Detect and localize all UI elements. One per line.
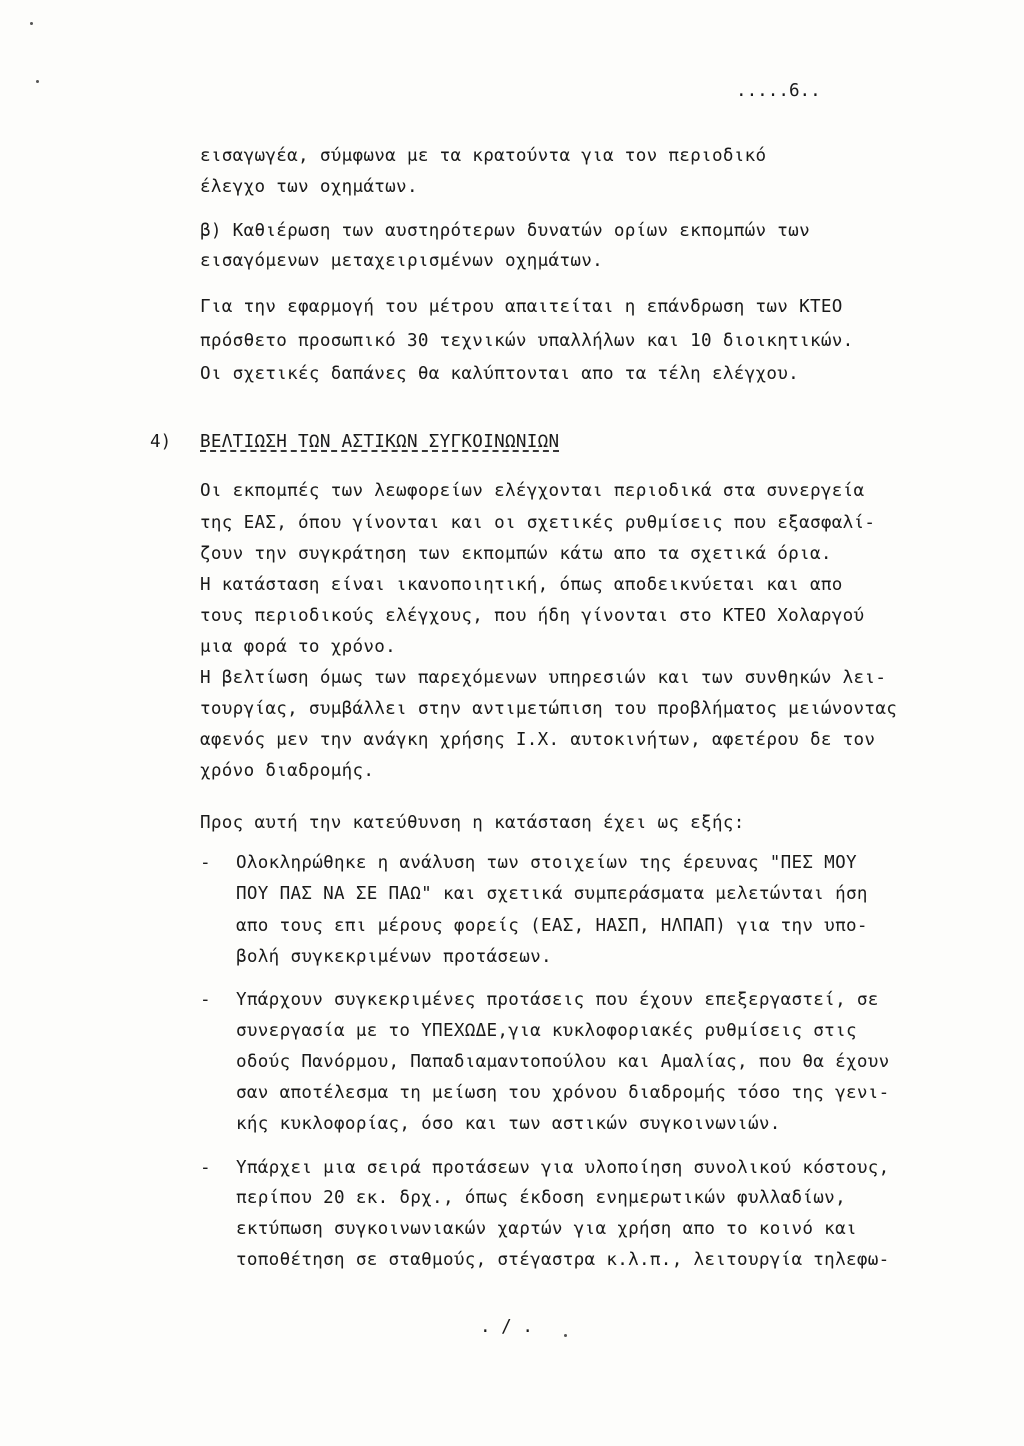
- emissions-line-3: ζουν την συγκράτηση των εκπομπών κάτω απο τα σχετικά όρια.: [200, 544, 832, 564]
- kteo-line-1: Για την εφαρμογή του μέτρου απαιτείται η επάνδρωση των ΚΤΕΟ: [200, 297, 843, 317]
- emissions-line-10: χρόνο διαδρομής.: [200, 761, 375, 781]
- continuation-mark: . / .: [480, 1317, 533, 1337]
- emissions-line-9: αφενός μεν την ανάγκη χρήσης Ι.Χ. αυτοκινήτων, αφετέρου δε τον: [200, 730, 876, 750]
- bullet-2-line-2: συνεργασία με το ΥΠΕΧΩΔΕ,για κυκλοφοριακές ρυθμίσεις στις: [236, 1021, 857, 1041]
- intro-line-2: έλεγχο των οχημάτων.: [200, 177, 418, 197]
- bullet-2-line-3: οδούς Πανόρμου, Παπαδιαμαντοπούλου και Αμαλίας, που θα έχουν: [236, 1052, 890, 1072]
- bullet-3-line-1: Υπάρχει μια σειρά προτάσεων για υλοποίηση συνολικού κόστους,: [236, 1158, 890, 1178]
- bullet-1-line-1: Ολοκληρώθηκε η ανάλυση των στοιχείων της έρευνας "ΠΕΣ ΜΟΥ: [236, 853, 857, 873]
- emissions-line-2: της ΕΑΣ, όπου γίνονται και οι σχετικές ρυθμίσεις που εξασφαλί-: [200, 513, 876, 533]
- bullet-2-line-4: σαν αποτέλεσμα τη μείωση του χρόνου διαδρομής τόσο της γενι-: [236, 1083, 890, 1103]
- emissions-line-4: Η κατάσταση είναι ικανοποιητική, όπως αποδεικνύεται και απο: [200, 575, 843, 595]
- section-number: 4): [150, 432, 172, 452]
- page-number: .....6..: [736, 81, 821, 101]
- bullet-3-line-4: τοποθέτηση σε σταθμούς, στέγαστρα κ.λ.π., λειτουργία τηλεφω-: [236, 1250, 890, 1270]
- item-b-line-2: εισαγόμενων μεταχειρισμένων οχημάτων.: [200, 251, 604, 271]
- scan-speck: [36, 80, 39, 83]
- bullet-1-line-2: ΠΟΥ ΠΑΣ ΝΑ ΣΕ ΠΑΩ" και σχετικά συμπεράσματα μελετώνται ήση: [236, 884, 868, 904]
- bullet-2-line-1: Υπάρχουν συγκεκριμένες προτάσεις που έχουν επεξεργαστεί, σε: [236, 990, 879, 1010]
- bullet-dash: -: [200, 1158, 211, 1178]
- bullet-1-line-4: βολή συγκεκριμένων προτάσεων.: [236, 947, 552, 967]
- emissions-line-5: τους περιοδικούς ελέγχους, που ήδη γίνονται στο ΚΤΕΟ Χολαργού: [200, 606, 865, 626]
- bullet-3-line-2: περίπου 20 εκ. δρχ., όπως έκδοση ενημερωτικών φυλλαδίων,: [236, 1188, 846, 1208]
- direction-line-1: Προς αυτή την κατεύθυνση η κατάσταση έχει ως εξής:: [200, 813, 745, 833]
- kteo-line-3: Οι σχετικές δαπάνες θα καλύπτονται απο τα τέλη ελέγχου.: [200, 364, 800, 384]
- scan-speck: [30, 22, 33, 25]
- emissions-line-8: τουργίας, συμβάλλει στην αντιμετώπιση του προβλήματος μειώνοντας: [200, 699, 898, 719]
- kteo-line-2: πρόσθετο προσωπικό 30 τεχνικών υπαλλήλων και 10 διοικητικών.: [200, 331, 854, 351]
- bullet-2-line-5: κής κυκλοφορίας, όσο και των αστικών συγκοινωνιών.: [236, 1114, 781, 1134]
- bullet-1-line-3: απο τους επι μέρους φορείς (ΕΑΣ, ΗΑΣΠ, ΗΛΠΑΠ) για την υπο-: [236, 916, 868, 936]
- intro-line-1: εισαγωγέα, σύμφωνα με τα κρατούντα για τον περιοδικό: [200, 146, 767, 166]
- item-b-line-1: β) Καθιέρωση των αυστηρότερων δυνατών ορίων εκπομπών των: [200, 221, 810, 241]
- section-title: ΒΕΛΤΙΩΣΗ ΤΩΝ ΑΣΤΙΚΩΝ ΣΥΓΚΟΙΝΩΝΙΩΝ: [200, 432, 560, 452]
- bullet-3-line-3: εκτύπωση συγκοινωνιακών χαρτών για χρήση απο το κοινό και: [236, 1219, 857, 1239]
- emissions-line-7: Η βελτίωση όμως των παρεχόμενων υπηρεσιών και των συνθηκών λει-: [200, 668, 887, 688]
- scan-speck: [564, 1334, 567, 1337]
- bullet-dash: -: [200, 990, 211, 1010]
- emissions-line-6: μια φορά το χρόνο.: [200, 637, 397, 657]
- emissions-line-1: Οι εκπομπές των λεωφορείων ελέγχονται περιοδικά στα συνεργεία: [200, 481, 865, 501]
- bullet-dash: -: [200, 853, 211, 873]
